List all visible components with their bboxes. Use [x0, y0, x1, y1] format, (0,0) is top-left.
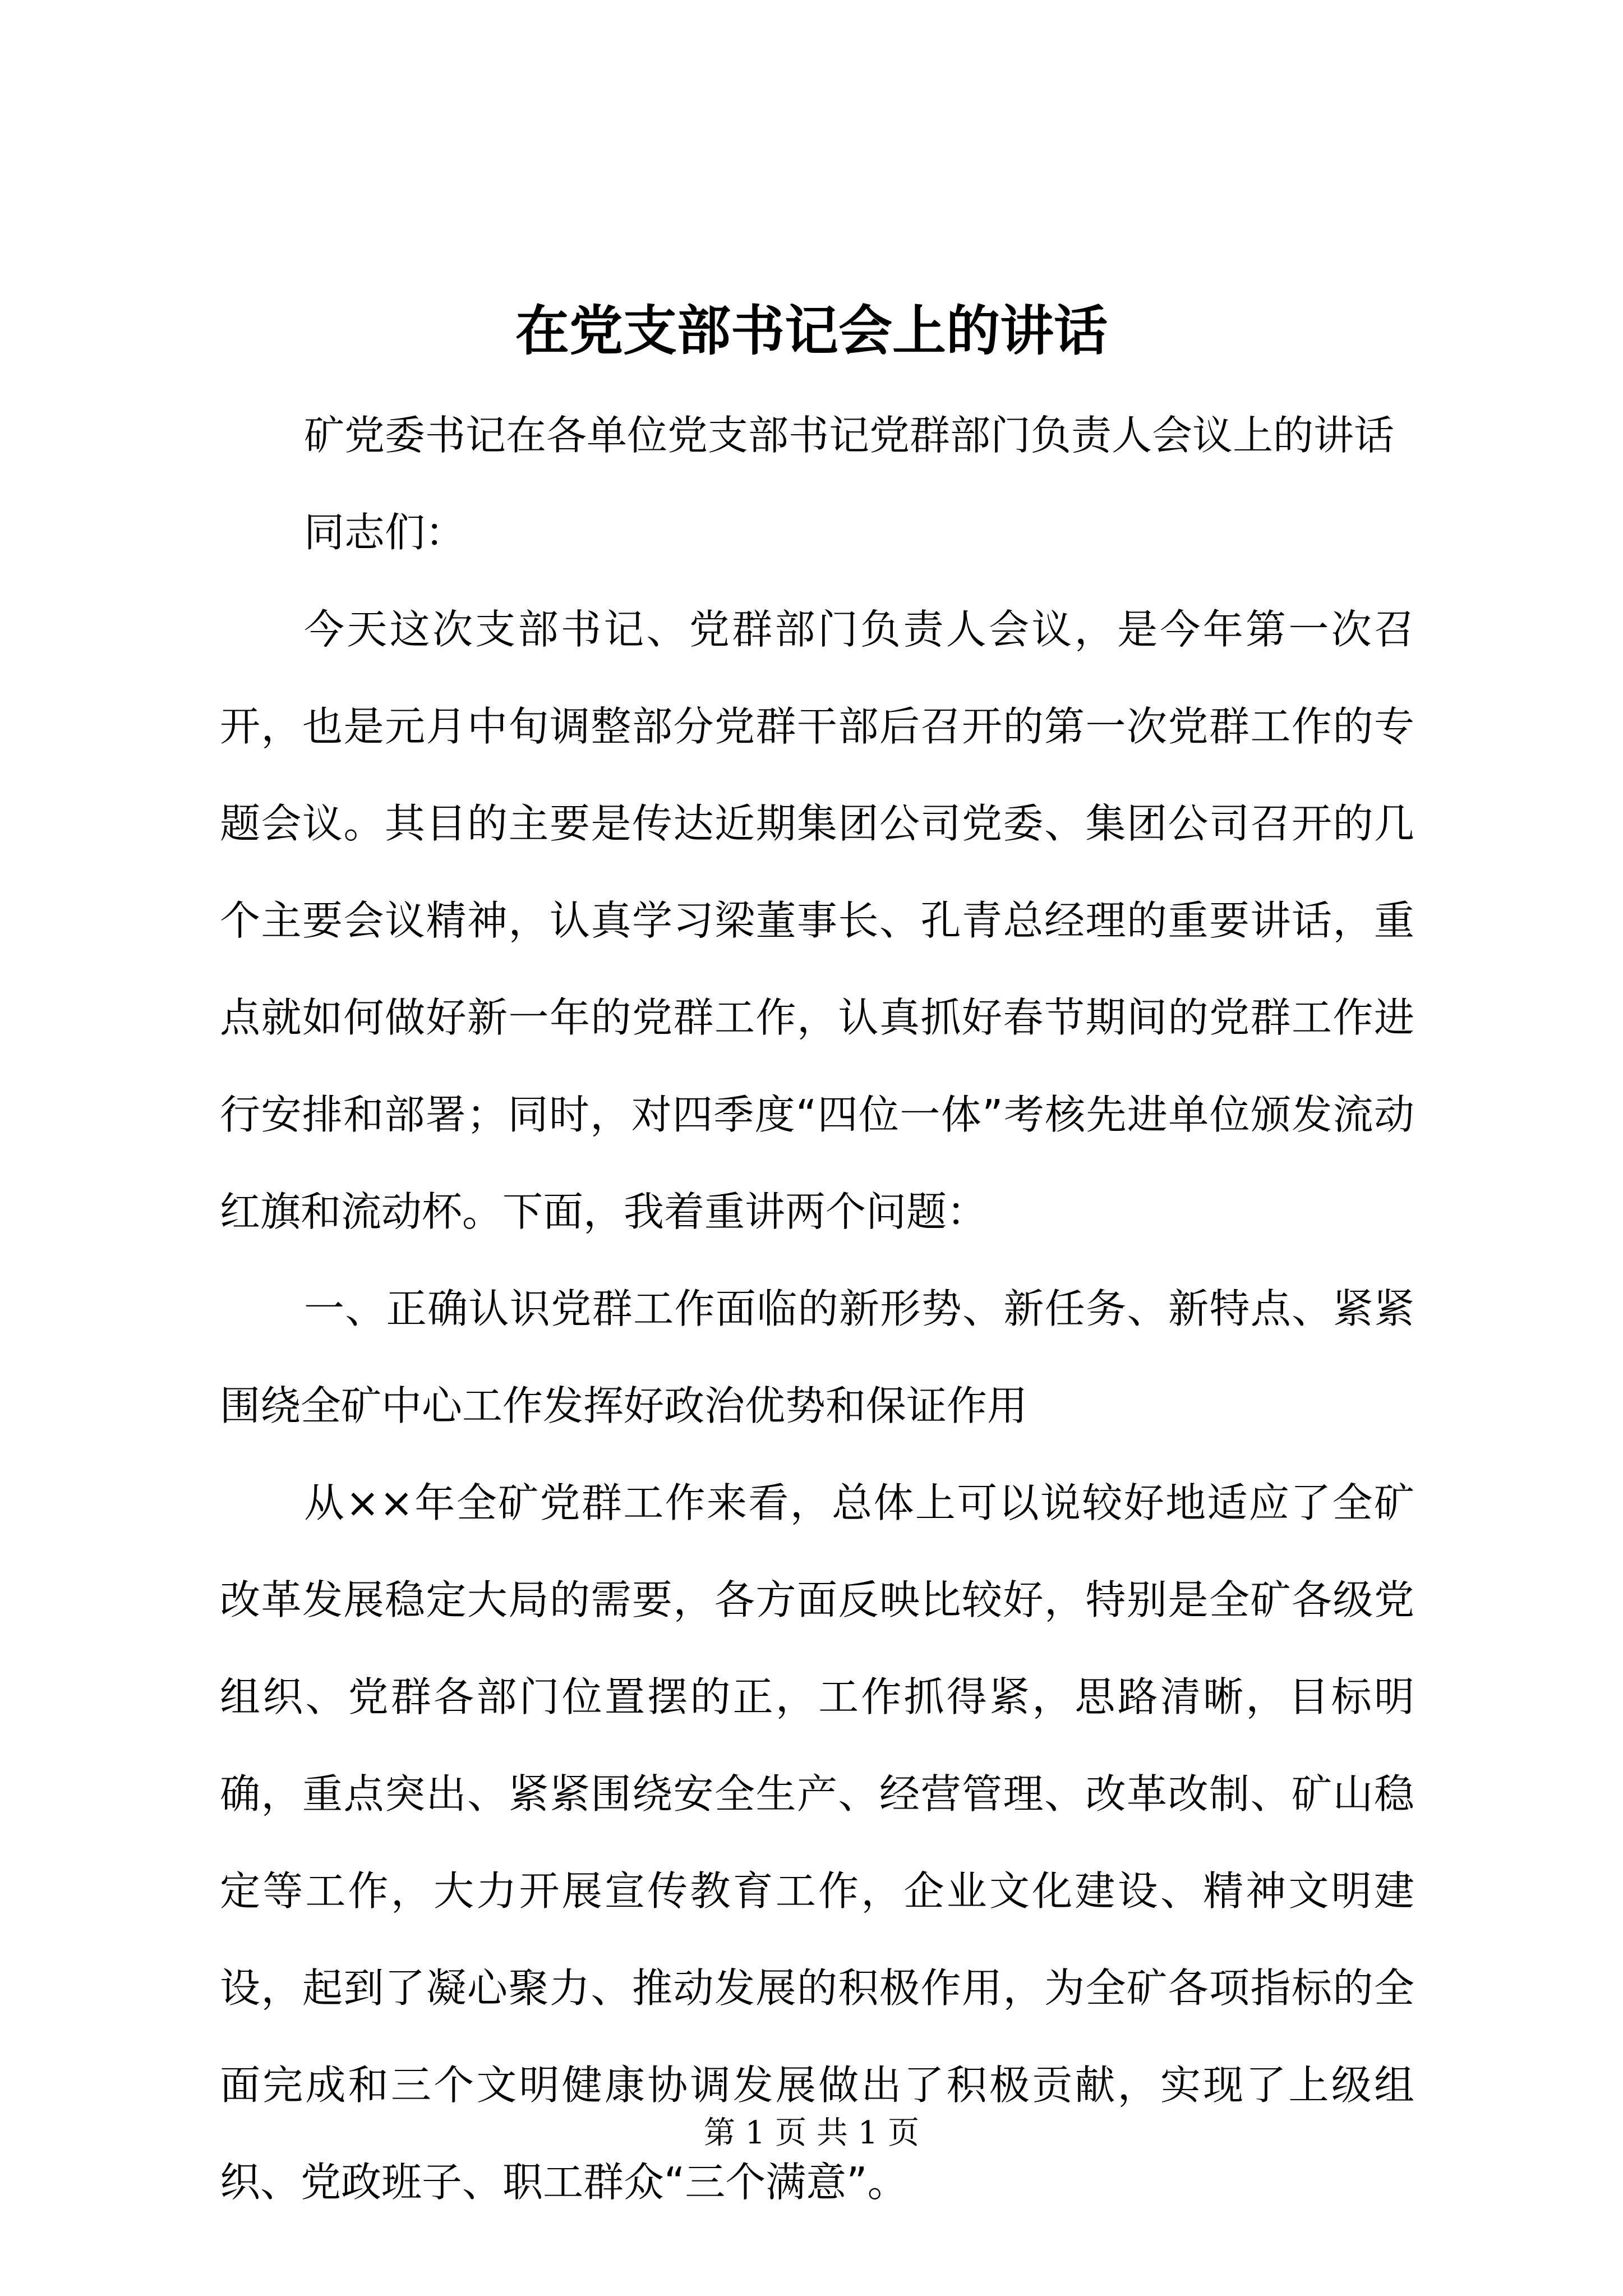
document-title: 在党支部书记会上的讲话 — [515, 299, 1108, 362]
paragraph-review: 从××年全矿党群工作来看，总体上可以说较好地适应了全矿改革发展稳定大局的需要，各方面反映比较好，特别是全矿各级党组织、党群各部门位置摆的正，工作抓得紧，思路清晰，目标明确，重点突出、紧紧围绕安全生产、经营管理、改革改制、矿山稳定等工作，大力开展宣传教育工作，企业文化建设、精神文明建设，起到了凝心聚力、推动发展的积极作用，为全矿各项指标的全面完成和三个文明健康协调发展做出了积极贡献，实现了上级组织、党政班子、职工群众“三个满意”。 — [220, 1479, 1414, 2206]
paragraph-intro: 今天这次支部书记、党群部门负责人会议，是今年第一次召开，也是元月中旬调整部分党群干部后召开的第一次党群工作的专题会议。其目的主要是传达近期集团公司党委、集团公司召开的几个主要会议精神，认真学习梁董事长、孔青总经理的重要讲话，重点就如何做好新一年的党群工作，认真抓好春节期间的党群工作进行安排和部署；同时，对四季度“四位一体”考核先进单位颁发流动红旗和流动杯。下面，我着重讲两个问题： — [220, 606, 1414, 1235]
paragraph-section-heading: 一、正确认识党群工作面临的新形势、新任务、新特点、紧紧围绕全矿中心工作发挥好政治优势和保证作用 — [220, 1285, 1414, 1429]
document-body — [220, 387, 1414, 2231]
paragraph-subtitle: 矿党委书记在各单位党支部书记党群部门负责人会议上的讲话 — [304, 412, 1395, 459]
page-footer: 第 1 页 共 1 页 — [703, 2115, 920, 2151]
paragraph-salutation: 同志们： — [304, 509, 466, 556]
